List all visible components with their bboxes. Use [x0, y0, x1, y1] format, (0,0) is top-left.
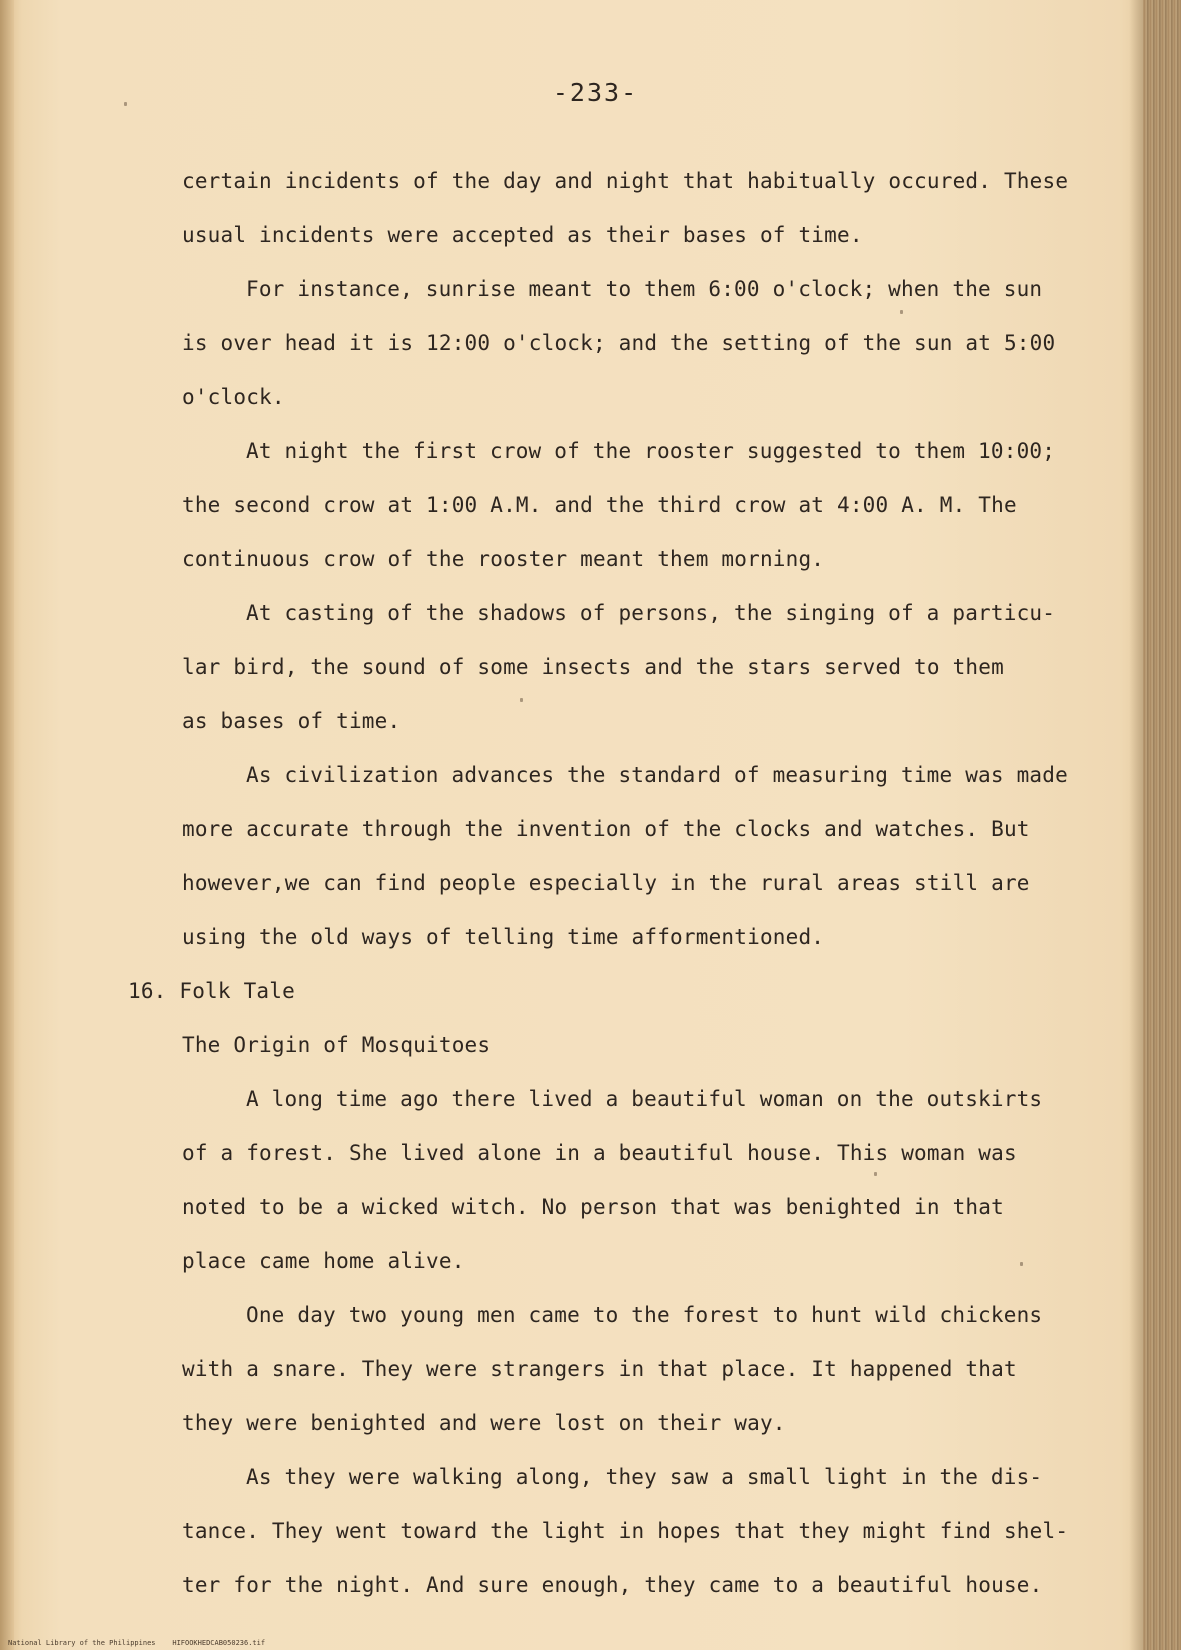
- text-line: place came home alive.: [182, 1249, 465, 1273]
- text-line: usual incidents were accepted as their bases of time.: [182, 223, 863, 247]
- text-line: using the old ways of telling time afformentioned.: [182, 925, 825, 949]
- paper-speck: [874, 1172, 877, 1176]
- text-line: with a snare. They were strangers in that place. It happened that: [182, 1357, 1017, 1381]
- text-line: For instance, sunrise meant to them 6:00 o'clock; when the sun: [246, 277, 1043, 301]
- text-line: is over head it is 12:00 o'clock; and the setting of the sun at 5:00: [182, 331, 1056, 355]
- paper-speck: [124, 102, 127, 106]
- text-line: of a forest. She lived alone in a beautiful house. This woman was: [182, 1141, 1017, 1165]
- typed-body-text: [128, 168, 1122, 1626]
- text-line: certain incidents of the day and night that habitually occured. These: [182, 169, 1069, 193]
- text-line: At night the first crow of the rooster suggested to them 10:00;: [246, 439, 1056, 463]
- text-line: o'clock.: [182, 385, 285, 409]
- paper-speck: [1020, 1262, 1023, 1266]
- text-line: more accurate through the invention of the clocks and watches. But: [182, 817, 1030, 841]
- text-line: however,we can find people especially in the rural areas still are: [182, 871, 1030, 895]
- paper-speck: [900, 310, 903, 314]
- story-title: The Origin of Mosquitoes: [182, 1033, 491, 1057]
- scan-footer-label: National Library of the Philippines HIFOOKHEDCAB050236.tif: [8, 1639, 266, 1647]
- text-line: At casting of the shadows of persons, the singing of a particu-: [246, 601, 1056, 625]
- text-line: A long time ago there lived a beautiful woman on the outskirts: [246, 1087, 1043, 1111]
- section-heading: 16. Folk Tale: [128, 979, 295, 1003]
- text-line: tance. They went toward the light in hopes that they might find shel-: [182, 1519, 1069, 1543]
- text-line: the second crow at 1:00 A.M. and the third crow at 4:00 A. M. The: [182, 493, 1017, 517]
- text-line: noted to be a wicked witch. No person that was benighted in that: [182, 1195, 1004, 1219]
- stacked-page-edges: [1143, 0, 1181, 1650]
- text-line: ter for the night. And sure enough, they came to a beautiful house.: [182, 1573, 1043, 1597]
- text-line: they were benighted and were lost on their way.: [182, 1411, 786, 1435]
- text-line: lar bird, the sound of some insects and the stars served to them: [182, 655, 1004, 679]
- text-line: as bases of time.: [182, 709, 401, 733]
- text-line: continuous crow of the rooster meant them morning.: [182, 547, 825, 571]
- text-line: One day two young men came to the forest to hunt wild chickens: [246, 1303, 1043, 1327]
- text-line: As civilization advances the standard of measuring time was made: [246, 763, 1068, 787]
- page-binding-edge: [0, 0, 14, 1650]
- page-number: -233-: [552, 78, 639, 107]
- page-fold-shadow: [1129, 0, 1143, 1650]
- text-line: As they were walking along, they saw a small light in the dis-: [246, 1465, 1043, 1489]
- paper-speck: [520, 698, 523, 702]
